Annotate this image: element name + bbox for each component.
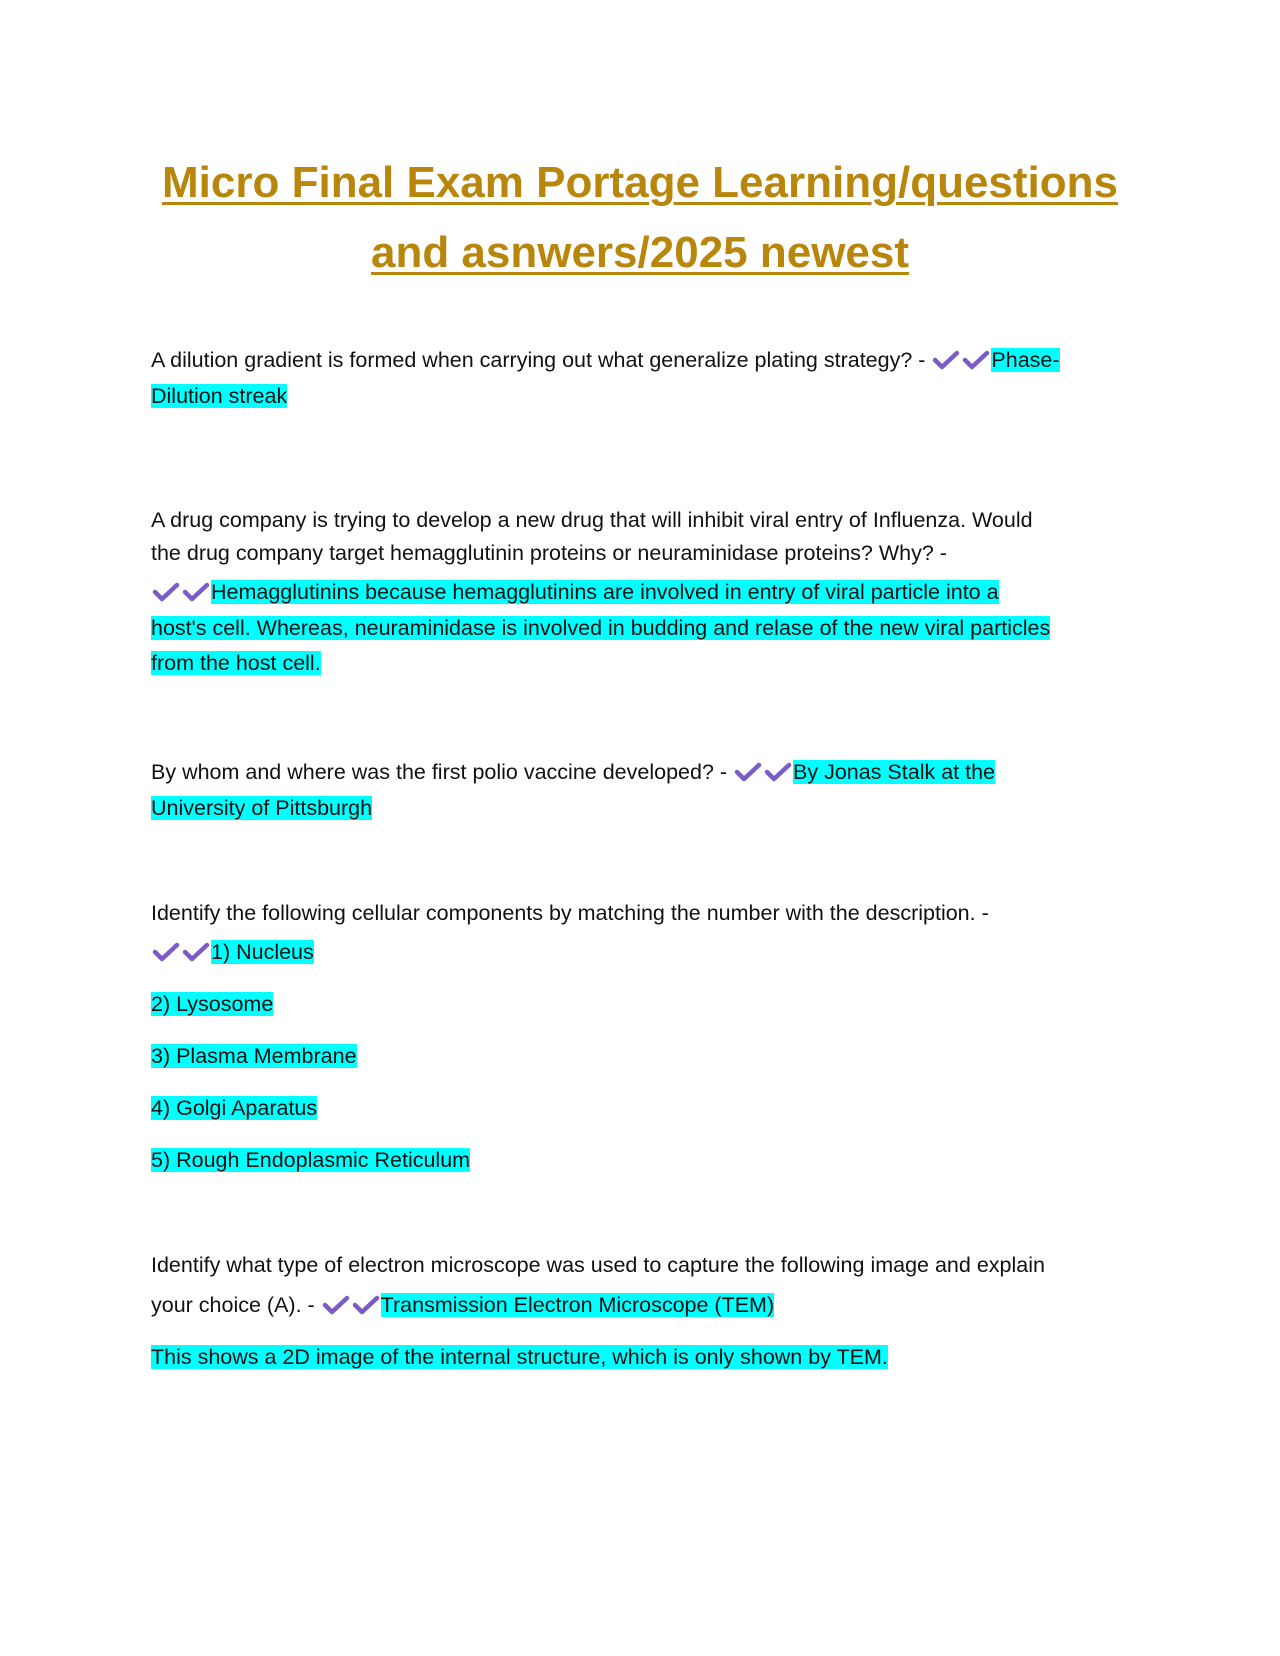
qa-item-2-answer-2 bbox=[151, 613, 1050, 643]
question-text: By whom and where was the first polio vaccine developed? - bbox=[151, 760, 728, 784]
qa-item-5 bbox=[151, 1250, 1045, 1280]
list-item bbox=[151, 937, 314, 967]
title-line-2: and asnwers/2025 newest bbox=[370, 228, 910, 277]
qa-item-3-cont bbox=[151, 793, 372, 823]
question-text: Identify the following cellular components by matching the number with the description. - bbox=[151, 901, 989, 925]
answer-text: Transmission Electron Microscope (TEM) bbox=[380, 1293, 775, 1317]
answer-text: 2) Lysosome bbox=[151, 992, 274, 1016]
qa-item-2-line2 bbox=[151, 538, 947, 568]
qa-item-1 bbox=[151, 345, 1060, 375]
qa-item-5-answer-2 bbox=[151, 1342, 888, 1372]
question-text: A dilution gradient is formed when carrying out what generalize plating strategy? - bbox=[151, 348, 926, 372]
answer-text: Hemagglutinins because hemagglutinins are involved in entry of viral particle into a bbox=[211, 580, 999, 604]
qa-item-5-line2 bbox=[151, 1290, 774, 1320]
answer-text: 5) Rough Endoplasmic Reticulum bbox=[151, 1148, 471, 1172]
qa-item-2 bbox=[151, 505, 1033, 535]
answer-text: 4) Golgi Aparatus bbox=[151, 1096, 318, 1120]
qa-item-3 bbox=[151, 757, 995, 787]
answer-text: 3) Plasma Membrane bbox=[151, 1044, 357, 1068]
check-mark-icon bbox=[351, 1294, 381, 1316]
answer-text: Phase- bbox=[991, 348, 1060, 372]
check-mark-icon bbox=[181, 581, 211, 603]
check-mark-icon bbox=[931, 349, 961, 371]
answer-text: By Jonas Stalk at the bbox=[793, 760, 995, 784]
list-item bbox=[151, 1093, 317, 1123]
check-mark-icon bbox=[151, 941, 181, 963]
qa-item-4 bbox=[151, 898, 989, 928]
answer-text: Dilution streak bbox=[151, 384, 288, 408]
qa-item-2-answer-3 bbox=[151, 648, 321, 678]
check-mark-icon bbox=[763, 761, 793, 783]
check-mark-icon bbox=[151, 581, 181, 603]
answer-text: This shows a 2D image of the internal structure, which is only shown by TEM. bbox=[151, 1345, 888, 1369]
question-text: your choice (A). - bbox=[151, 1293, 315, 1317]
check-mark-icon bbox=[321, 1294, 351, 1316]
check-mark-icon bbox=[961, 349, 991, 371]
check-mark-icon bbox=[733, 761, 763, 783]
question-text: the drug company target hemagglutinin proteins or neuraminidase proteins? Why? - bbox=[151, 541, 947, 565]
list-item bbox=[151, 989, 273, 1019]
list-item bbox=[151, 1041, 357, 1071]
question-text: Identify what type of electron microscope was used to capture the following image and explain bbox=[151, 1253, 1045, 1277]
question-text: A drug company is trying to develop a new drug that will inhibit viral entry of Influenza. Would bbox=[151, 508, 1033, 532]
title-line-1: Micro Final Exam Portage Learning/questions bbox=[162, 158, 1118, 207]
answer-text: University of Pittsburgh bbox=[151, 796, 373, 820]
document-title bbox=[140, 148, 1140, 288]
qa-item-2-answer bbox=[151, 577, 999, 607]
check-mark-icon bbox=[181, 941, 211, 963]
answer-text: 1) Nucleus bbox=[211, 940, 314, 964]
list-item bbox=[151, 1145, 470, 1175]
answer-text: host's cell. Whereas, neuraminidase is involved in budding and relase of the new viral particles bbox=[151, 616, 1051, 640]
qa-item-1-cont bbox=[151, 381, 287, 411]
answer-text: from the host cell. bbox=[151, 651, 321, 675]
